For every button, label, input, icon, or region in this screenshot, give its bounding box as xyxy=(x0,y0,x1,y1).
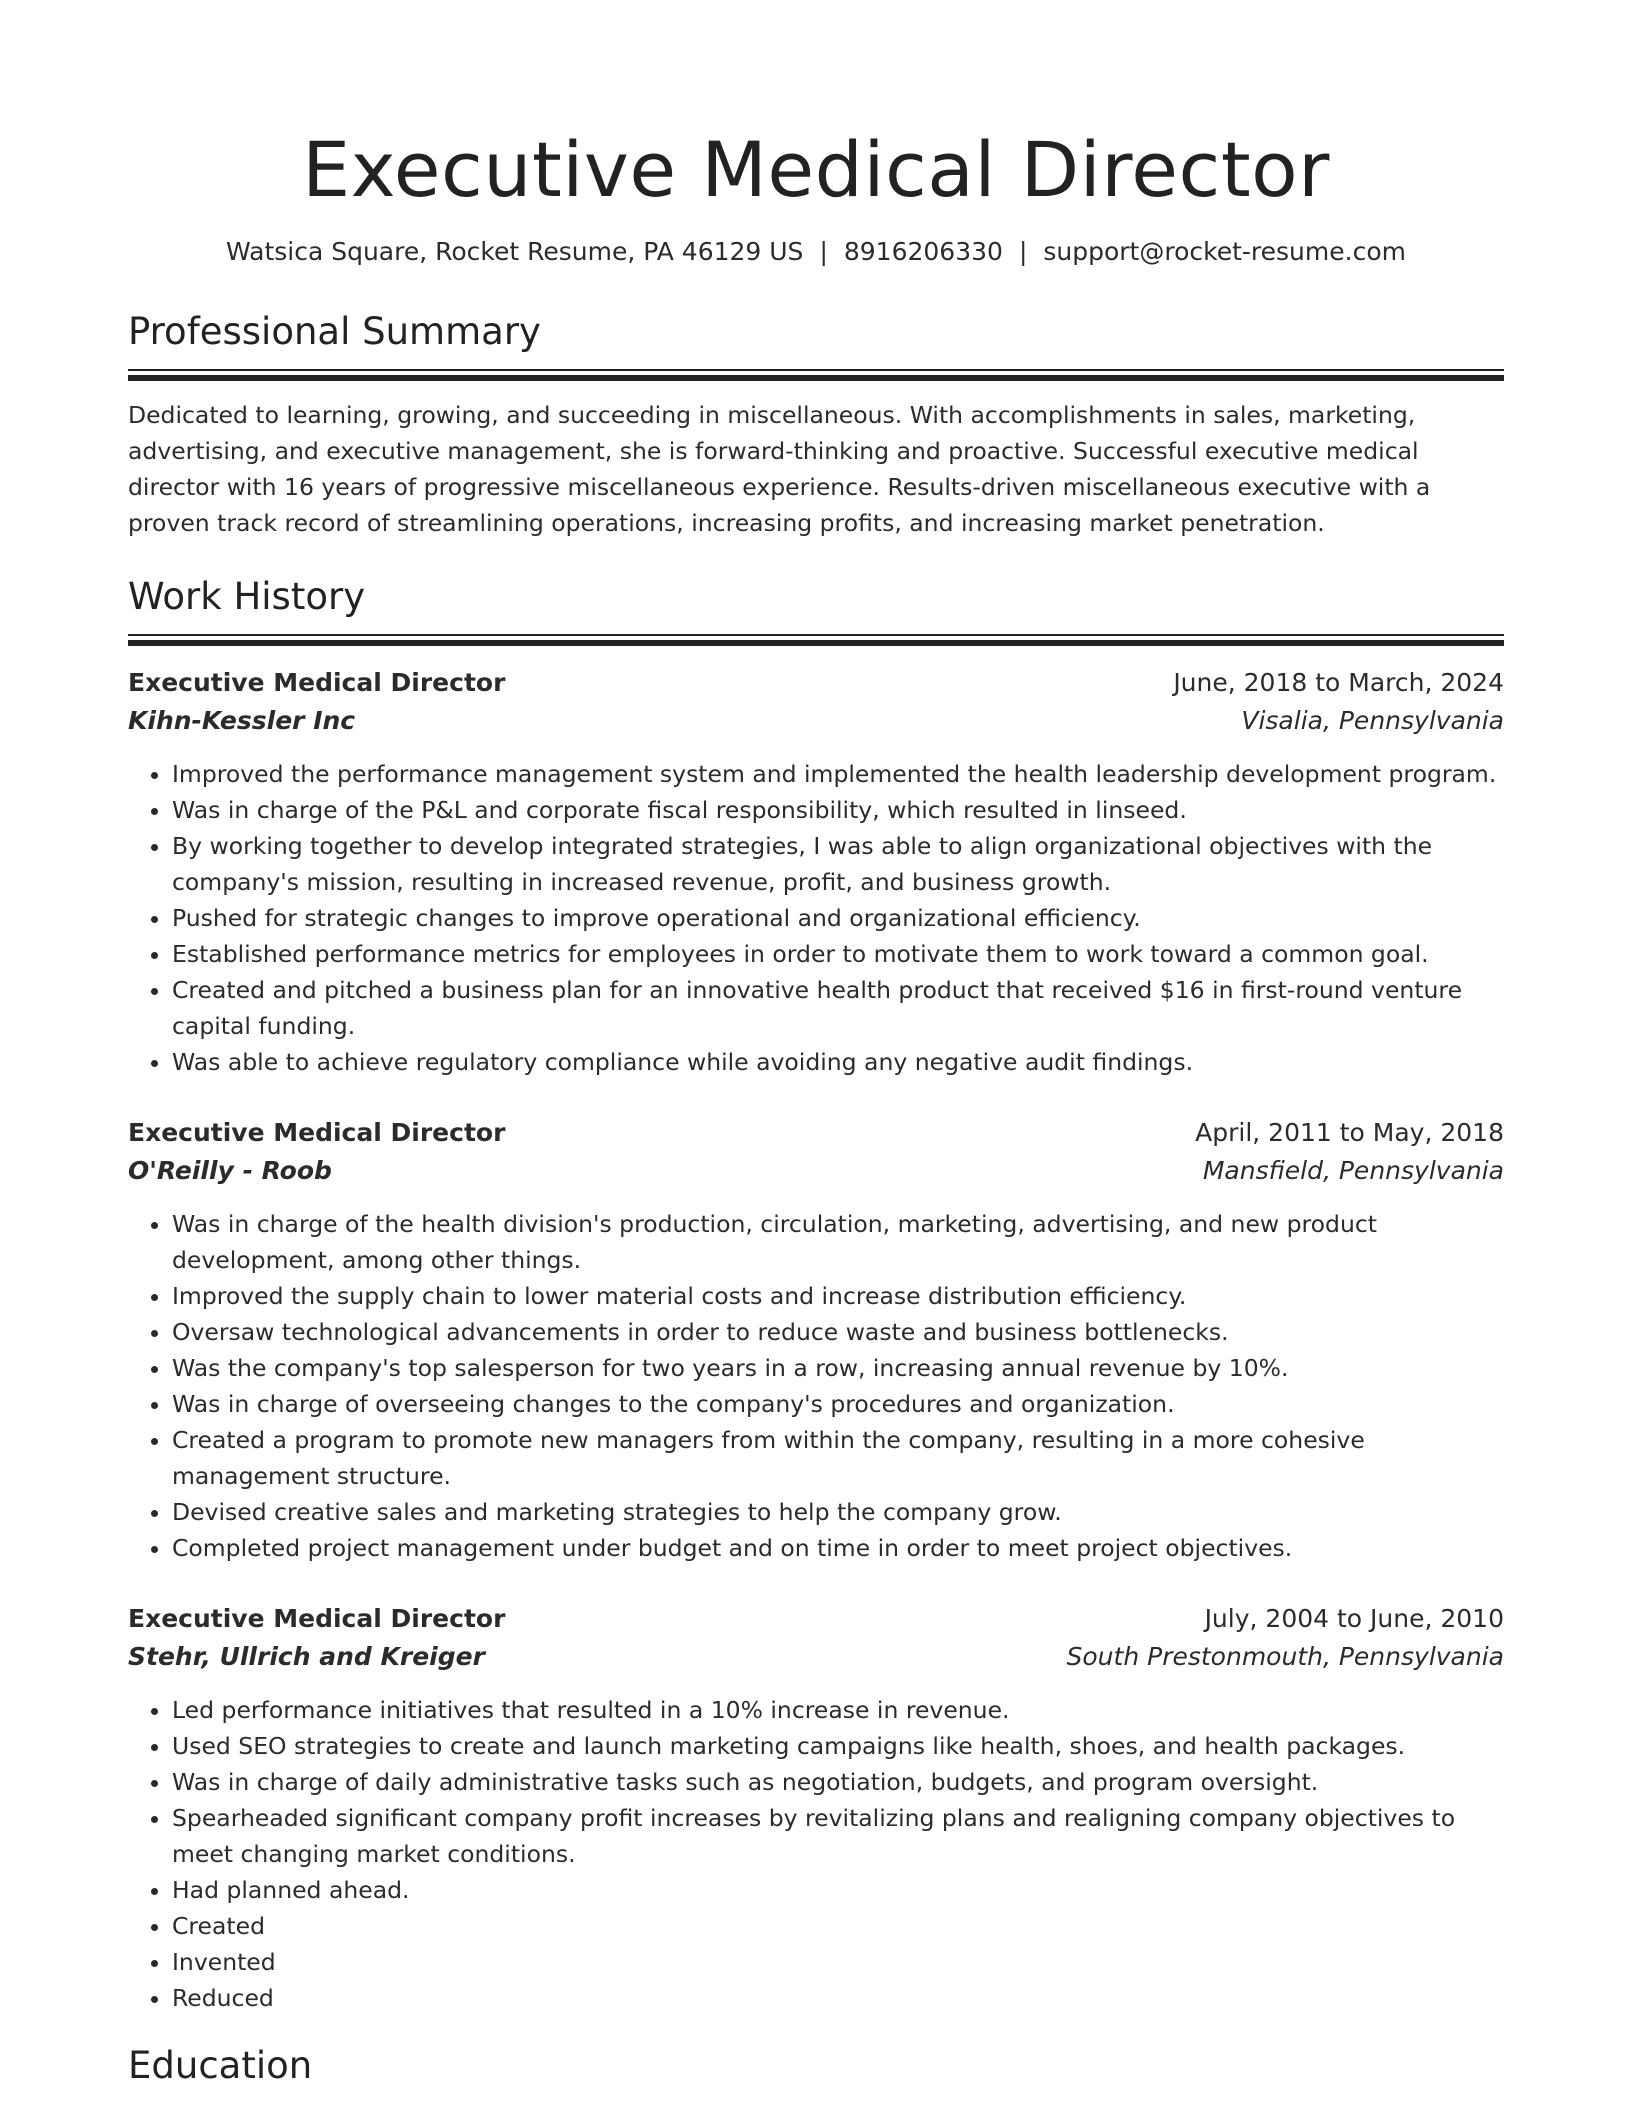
job-company: Stehr, Ullrich and Kreiger xyxy=(128,1642,485,1671)
list-item: • Created and pitched a business plan for an innovative health product that received $16 in first-round venture capital funding. xyxy=(172,972,1504,1044)
list-item: • Was the company's top salesperson for two years in a row, increasing annual revenue by 10%. xyxy=(172,1350,1504,1386)
list-item: • Spearheaded significant company profit increases by revitalizing plans and realigning company objectives to meet changing market conditions. xyxy=(172,1800,1504,1872)
job-location: South Prestonmouth, Pennsylvania xyxy=(1066,1642,1504,1671)
list-item: • Was in charge of overseeing changes to the company's procedures and organization. xyxy=(172,1386,1504,1422)
list-item: • Was in charge of the health division's production, circulation, marketing, advertising, and new product development, among other things. xyxy=(172,1206,1504,1278)
job-subheader-row xyxy=(128,1638,1504,1676)
contact-line xyxy=(128,234,1504,270)
section-title-work-history: Work History xyxy=(128,575,366,618)
job-company: Kihn-Kessler Inc xyxy=(128,706,356,735)
list-item: • Was in charge of daily administrative tasks such as negotiation, budgets, and program oversight. xyxy=(172,1764,1504,1800)
contact-email: support@rocket-resume.com xyxy=(1043,237,1406,266)
section-title-education: Education xyxy=(128,2044,313,2087)
list-item: • Was in charge of the P&L and corporate fiscal responsibility, which resulted in linseed. xyxy=(172,792,1504,828)
list-item: • Reduced xyxy=(172,1980,1504,2016)
job-bullet-list xyxy=(128,1206,1504,1566)
job-header-row xyxy=(128,1114,1504,1152)
contact-separator: | xyxy=(819,237,828,266)
job-title: Executive Medical Director xyxy=(128,668,506,697)
list-item: • Completed project management under budget and on time in order to meet project objectives. xyxy=(172,1530,1504,1566)
section-divider xyxy=(128,369,1504,381)
job-location: Mansfield, Pennsylvania xyxy=(1202,1156,1504,1185)
list-item: • Pushed for strategic changes to improve operational and organizational efficiency. xyxy=(172,900,1504,936)
list-item: • Oversaw technological advancements in order to reduce waste and business bottlenecks. xyxy=(172,1314,1504,1350)
job-location: Visalia, Pennsylvania xyxy=(1241,706,1504,735)
job-bullet-list xyxy=(128,1692,1504,2016)
job-dates: July, 2004 to June, 2010 xyxy=(1204,1604,1504,1633)
job-title: Executive Medical Director xyxy=(128,1118,506,1147)
section-title-professional-summary: Professional Summary xyxy=(128,310,541,353)
summary-text: Dedicated to learning, growing, and succeeding in miscellaneous. With accomplishments in sales, marketing, advertising, and executive management, she is forward-thinking and proactive. Successful executive medical director with 16 years of progressive miscellaneous experience. Results-driven miscellaneous executive with a proven track record of streamlining operations, increasing profits, and increasing market penetration. xyxy=(128,401,1431,537)
job-entry xyxy=(128,664,1504,1080)
section-divider xyxy=(128,634,1504,646)
job-title: Executive Medical Director xyxy=(128,1604,506,1633)
work-history-section xyxy=(128,573,1504,2016)
list-item: • By working together to develop integrated strategies, I was able to align organizational objectives with the company's mission, resulting in increased revenue, profit, and business growth. xyxy=(172,828,1504,900)
job-bullet-list xyxy=(128,756,1504,1080)
job-entry xyxy=(128,1114,1504,1566)
list-item: • Used SEO strategies to create and launch marketing campaigns like health, shoes, and health packages. xyxy=(172,1728,1504,1764)
job-list xyxy=(128,664,1504,2016)
contact-phone: 8916206330 xyxy=(843,237,1003,266)
list-item: • Created xyxy=(172,1908,1504,1944)
contact-address: Watsica Square, Rocket Resume, PA 46129 US xyxy=(226,237,804,266)
job-subheader-row xyxy=(128,1152,1504,1190)
resume-page xyxy=(128,0,1504,2090)
list-item: • Had planned ahead. xyxy=(172,1872,1504,1908)
job-header-row xyxy=(128,1600,1504,1638)
job-company: O'Reilly - Roob xyxy=(128,1156,332,1185)
job-subheader-row xyxy=(128,702,1504,740)
list-item: • Was able to achieve regulatory compliance while avoiding any negative audit findings. xyxy=(172,1044,1504,1080)
job-dates: April, 2011 to May, 2018 xyxy=(1195,1118,1504,1147)
education-section xyxy=(128,2042,1504,2090)
list-item: • Created a program to promote new managers from within the company, resulting in a more cohesive management structure. xyxy=(172,1422,1504,1494)
professional-summary-section xyxy=(128,308,1504,541)
page-title: Executive Medical Director xyxy=(302,125,1330,214)
list-item: • Improved the supply chain to lower material costs and increase distribution efficiency. xyxy=(172,1278,1504,1314)
job-dates: June, 2018 to March, 2024 xyxy=(1173,668,1504,697)
list-item: • Improved the performance management system and implemented the health leadership development program. xyxy=(172,756,1504,792)
list-item: • Devised creative sales and marketing strategies to help the company grow. xyxy=(172,1494,1504,1530)
job-entry xyxy=(128,1600,1504,2016)
job-header-row xyxy=(128,664,1504,702)
contact-separator: | xyxy=(1018,237,1028,266)
list-item: • Invented xyxy=(172,1944,1504,1980)
list-item: • Led performance initiatives that resulted in a 10% increase in revenue. xyxy=(172,1692,1504,1728)
list-item: • Established performance metrics for employees in order to motivate them to work toward a common goal. xyxy=(172,936,1504,972)
